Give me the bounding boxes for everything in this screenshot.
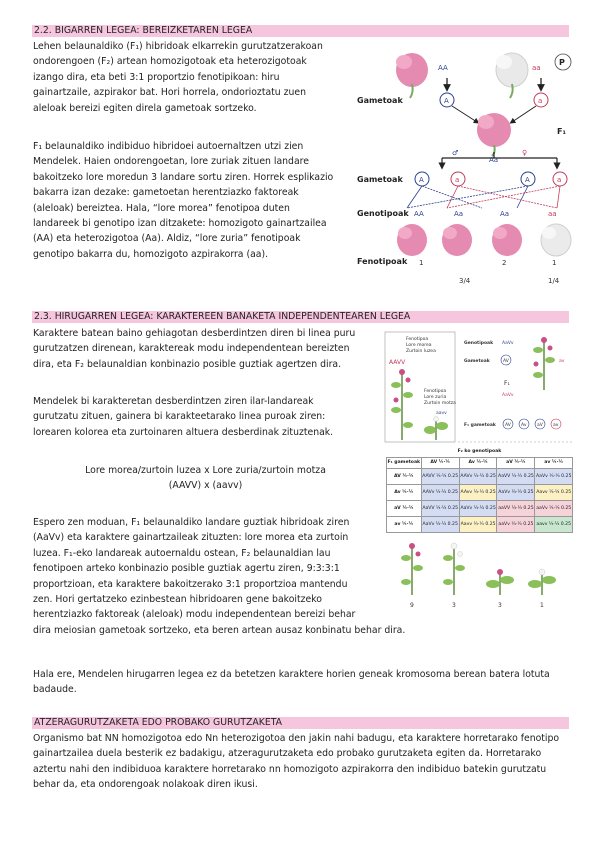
parent-genotype-recessive: aa	[532, 64, 541, 72]
paragraph-test-cross: Organismo bat NN homozigotoa edo Nn heterozigotoa den jakin nahi badugu, eta karaktere horretarako fenotipo gainartzailea duela besterik ez badakigu, atzeragurutzaketa edo probako gurutzaketa egiten da. Horretarako aztertu nahi den indibiduoa karaktere horretarako nn homozigoto azpirakorra den indibiduo batekin gurutzatu behar da, eta ondorengoak nolakoak diren ikusi.	[33, 733, 560, 791]
ratio-3a: 3	[452, 602, 456, 609]
plant-purple-short	[486, 569, 514, 595]
paragraph-third-law-results: Espero zen moduan, F₁ belaunaldiko landare guztiak hibridoak ziren (AaVv) eta karaktere gainartzaileak zituzten: lore morea eta zurtoin luzea. F₁-eko landareak autoernaldu ostean, F₂ belaunaldian lau fenotipoen arteko konbinazio posible guztiak agertu ziren, 9:3:3:1 proportzioan, eta karaktere bakoitzerako 3:1 proportzioa mantendu zen. Hori gertatzeko ezinbestean hibridoaren gene bakoitzeko herentziazko faktoreak (aleloak) modu independentean bereizi behar	[33, 517, 356, 621]
ratio-1: 1	[540, 602, 544, 609]
punnett-cell: aaVv ¼·¼ 0.25	[535, 501, 573, 517]
punnett-row-head: AV ¼·¼	[387, 469, 422, 485]
arrow-to-f1-right	[512, 106, 536, 122]
gametes-label: Gametoak	[464, 359, 490, 364]
ratio-9: 9	[410, 602, 414, 609]
f1-genotype: Aa	[489, 156, 499, 164]
plant-tall-top-right	[533, 337, 555, 390]
section-heading-test-cross: ATZERAGURUTZAKETA EDO PROBAKO GURUTZAKETA	[32, 717, 569, 729]
gamete-A: A	[444, 97, 449, 105]
phen-number-2: 2	[502, 259, 507, 267]
genotypes-value: AaVv	[502, 341, 514, 346]
paragraph-third-law-exception: Hala ere, Mendelen hirugarren legea ez da betetzen karaktere horien geneak kromosoma berean batera lotuta badaude.	[33, 669, 550, 696]
punnett-cell: AAVv ¼·¼ 0.25	[421, 485, 459, 501]
paragraph-third-law-mendel: Mendelek bi karakteretan desberdintzen ziren ilar-landareak gurutzatu zituen, gainera bi karakteetarako linea puroak ziren: lorearen kolorea eta zurtoinaren altuera desberdinak zituztenak.	[33, 396, 334, 438]
flower-f1-hybrid	[477, 113, 511, 156]
f1-gametes-label: F₁ gametoak	[464, 423, 496, 428]
svg-text:Zurtoin motza: Zurtoin motza	[424, 401, 456, 406]
punnett-col-head: aV ¼·¼	[497, 458, 535, 469]
phen-number-1: 1	[419, 259, 424, 267]
f2-genotype-4: aa	[548, 210, 557, 218]
monohybrid-cross-diagram	[352, 40, 574, 290]
flower-white-parent	[496, 53, 528, 98]
punnett-cell: aaVv ¼·¼ 0.25	[497, 517, 535, 533]
punnett-cell: Aavv ¼·¼ 0.25	[535, 485, 573, 501]
punnett-col-head: AV ¼·¼	[421, 458, 459, 469]
right-geno: aavv	[436, 411, 447, 416]
arrow-to-f1-left	[452, 106, 477, 122]
punnett-cell: AaVv ¼·¼ 0.25	[421, 517, 459, 533]
cross-formula: Lore morea/zurtoin luzea x Lore zuria/zurtoin motza (AAVV) x (aavv)	[85, 465, 326, 492]
ratio-3b: 3	[498, 602, 502, 609]
f1-geno-dihybrid: AaVv	[502, 393, 514, 398]
punnett-cell: AAVv ¼·¼ 0.25	[459, 469, 497, 485]
f1-gamete-2: Av	[521, 423, 527, 428]
f2-genotype-2: Aa	[454, 210, 464, 218]
section-heading-third-law: 2.3. HIRUGARREN LEGEA: KARAKTEREEN BANAKETA INDEPENDENTEAREN LEGEA	[32, 311, 569, 323]
punnett-cell: AaVv ¼·¼ 0.25	[535, 469, 573, 485]
punnett-cell: AaVv ¼·¼ 0.25	[497, 485, 535, 501]
punnett-cell: AAvv ¼·¼ 0.25	[459, 485, 497, 501]
flower-purple-parent	[396, 53, 428, 98]
plant-white-short	[528, 569, 556, 595]
paragraph-third-law-results-last: dira meiosian gametoak sortzeko, eta beren artean ausaz konbinatu behar dira.	[33, 625, 406, 636]
svg-text:Lore morea: Lore morea	[406, 343, 432, 348]
section-heading-second-law: 2.2. BIGARREN LEGEA: BEREIZKETAREN LEGEA	[32, 25, 569, 37]
female-symbol: ♀	[522, 149, 528, 157]
punnett-row-head: aV ¼·¼	[387, 501, 422, 517]
f1-gamete-3: aV	[537, 423, 543, 428]
f1-label-dihybrid: F₁	[504, 380, 510, 387]
label-gametes-1: Gametoak	[357, 96, 403, 105]
punnett-cell: AAVV ¼·¼ 0.25	[421, 469, 459, 485]
paragraph-third-law-intro: Karaktere batean baino gehiagotan desberdintzen diren bi linea puru gurutzatzen direnean, karaktereak modu independentean bereizten dira, eta F₂ belaunaldian konbinazio posible guztiak agertzen dira.	[33, 328, 356, 370]
f2-flowers	[397, 224, 571, 256]
label-gametes-2: Gametoak	[357, 175, 403, 184]
punnett-cell: aavv ¼·¼ 0.25	[535, 517, 573, 533]
gamete-p1: AV	[503, 359, 509, 364]
crossing-lines	[407, 186, 560, 208]
f2-gamete-1: A	[419, 176, 424, 184]
punnett-square	[386, 447, 573, 533]
dihybrid-cross-diagram	[384, 330, 574, 448]
parent-genotype-dominant: AA	[438, 64, 448, 72]
punnett-col-head: av ¼·¼	[535, 458, 573, 469]
punnett-row-head: av ¼·¼	[387, 517, 422, 533]
svg-text:Zurtoin luzea: Zurtoin luzea	[406, 349, 436, 354]
punnett-corner: F₁ gametoak	[387, 458, 422, 469]
punnett-cell: aaVV ¼·¼ 0.25	[497, 501, 535, 517]
punnett-row-head: Av ¼·¼	[387, 485, 422, 501]
f1-label: F₁	[557, 127, 566, 136]
p-badge: P	[559, 58, 565, 67]
f2-gamete-2: a	[455, 176, 460, 184]
ratio-dominant: 3/4	[459, 277, 471, 285]
punnett-cell: AaVV ¼·¼ 0.25	[421, 501, 459, 517]
paragraph-second-law-intro: Lehen belaunaldiko (F₁) hibridoak elkarrekin gurutzatzerakoan ondorengoen (F₂) artean homozigotoak eta heterozigotoak izango dira, eta beti 3:1 proportzio fenotipikoan: hiru gainartzaile, azpirakor bat. Hori horrela, ondorioztatu zuen aleloak bereizi egiten direla gametoak sortzeko.	[33, 41, 323, 114]
label-phenotypes: Fenotipoak	[357, 257, 408, 266]
male-symbol: ♂	[452, 149, 459, 157]
f2-gamete-4: a	[557, 176, 562, 184]
label-genotypes: Genotipoak	[357, 209, 409, 218]
phen-number-3: 1	[552, 259, 557, 267]
f2-phenotype-plants	[392, 540, 572, 610]
left-geno: AAVV	[389, 359, 406, 366]
f2-genotype-1: AA	[414, 210, 424, 218]
gamete-p2: av	[559, 359, 565, 364]
ratio-recessive: 1/4	[548, 277, 560, 285]
punnett-cell: AaVv ¼·¼ 0.25	[459, 501, 497, 517]
right-box-title: Fenotipoa	[424, 389, 447, 394]
f2-genotype-3: Aa	[500, 210, 510, 218]
svg-text:Lore zuria: Lore zuria	[424, 395, 447, 400]
punnett-cell: AaVV ¼·¼ 0.25	[497, 469, 535, 485]
f2-gamete-3: A	[525, 176, 530, 184]
f1-gamete-1: AV	[505, 423, 511, 428]
plant-purple-tall	[401, 543, 423, 595]
punnett-col-head: Av ¼·¼	[459, 458, 497, 469]
genotypes-label: Genotipoak	[464, 341, 494, 346]
punnett-title: F₂ ko genotipoak	[387, 447, 573, 458]
paragraph-second-law-explanation: F₁ belaunaldiko indibiduo hibridoei autoernaltzen utzi zien Mendelek. Haien ondorengoetan, lore zuriak zituen landare bakoitzeko lore moredun 3 landare sortu ziren. Horrek esplikazio bakarra izan dezake: gametoetan herentziazko faktoreak (aleloak) bereiztea. Hala, “lore morea” fenotipoa duten landareek bi genotipo izan ditzakete: homozigoto gainartzailea (AA) eta heterozigotoa (Aa). Aldiz, “lore zuria” fenotipoak genotipo bakarra du, homozigoto azpirakorra (aa).	[33, 141, 334, 260]
punnett-cell: Aavv ¼·¼ 0.25	[459, 517, 497, 533]
f1-gamete-4: av	[553, 423, 559, 428]
plant-white-tall	[443, 543, 465, 595]
left-box-title: Fenotipoa	[406, 337, 429, 342]
gamete-a: a	[538, 97, 543, 105]
